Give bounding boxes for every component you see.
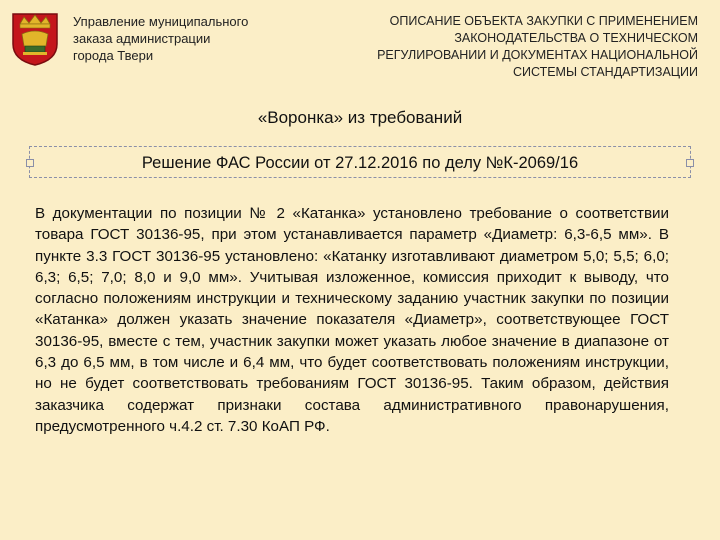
- decision-reference-box: [29, 146, 691, 178]
- document-title-line: ОПИСАНИЕ ОБЪЕКТА ЗАКУПКИ С ПРИМЕНЕНИЕМ: [389, 14, 698, 28]
- document-title-line: СИСТЕМЫ СТАНДАРТИЗАЦИИ: [512, 65, 698, 79]
- city-coat-of-arms-icon: [10, 8, 60, 66]
- body-paragraph: В документации по позиции № 2 «Катанка» установлено требование о соответствии товара ГОСТ 30136-95, при этом устанавливается параметр «Диаметр: 6,3-6,5 мм». В пункте 3.3 ГОСТ 30136-95 установлено: «Катанку изготавливают диаметром 5,0; 5,5; 6,0; 6,3; 6,5; 7,0; 8,0 и 9,0 мм». Учитывая изложенное, комиссия приходит к выводу, что согласно положениям инструкции и техническому заданию участник закупки по позиции «Катанка» должен указать значение показателя «Диаметр», соответствующее ГОСТ 30136-95, вместе с тем, участник закупки может указать любое значение в диапазоне от 6,3 до 6,5 мм, в том числе и 6,4 мм, что будет соответствовать положениям инструкции, но не будет соответствовать требованиям ГОСТ 30136-95. Таким образом, действия заказчика содержат признаки состава административного правонарушения, предусмотренного ч.4.2 ст. 7.30 КоАП РФ.: [35, 205, 669, 435]
- document-title-line: РЕГУЛИРОВАНИИ И ДОКУМЕНТАХ НАЦИОНАЛЬНОЙ: [377, 48, 698, 62]
- organization-line: Управление муниципального: [73, 14, 249, 29]
- slide-title: «Воронка» из требований: [257, 108, 463, 127]
- document-title-line: ЗАКОНОДАТЕЛЬСТВА О ТЕХНИЧЕСКОМ: [454, 31, 698, 45]
- document-title: [298, 13, 698, 81]
- organization-line: заказа администрации: [73, 31, 211, 46]
- organization-name: [73, 13, 293, 64]
- decision-reference: Решение ФАС России от 27.12.2016 по делу №К-2069/16: [141, 154, 579, 172]
- organization-line: города Твери: [73, 48, 154, 63]
